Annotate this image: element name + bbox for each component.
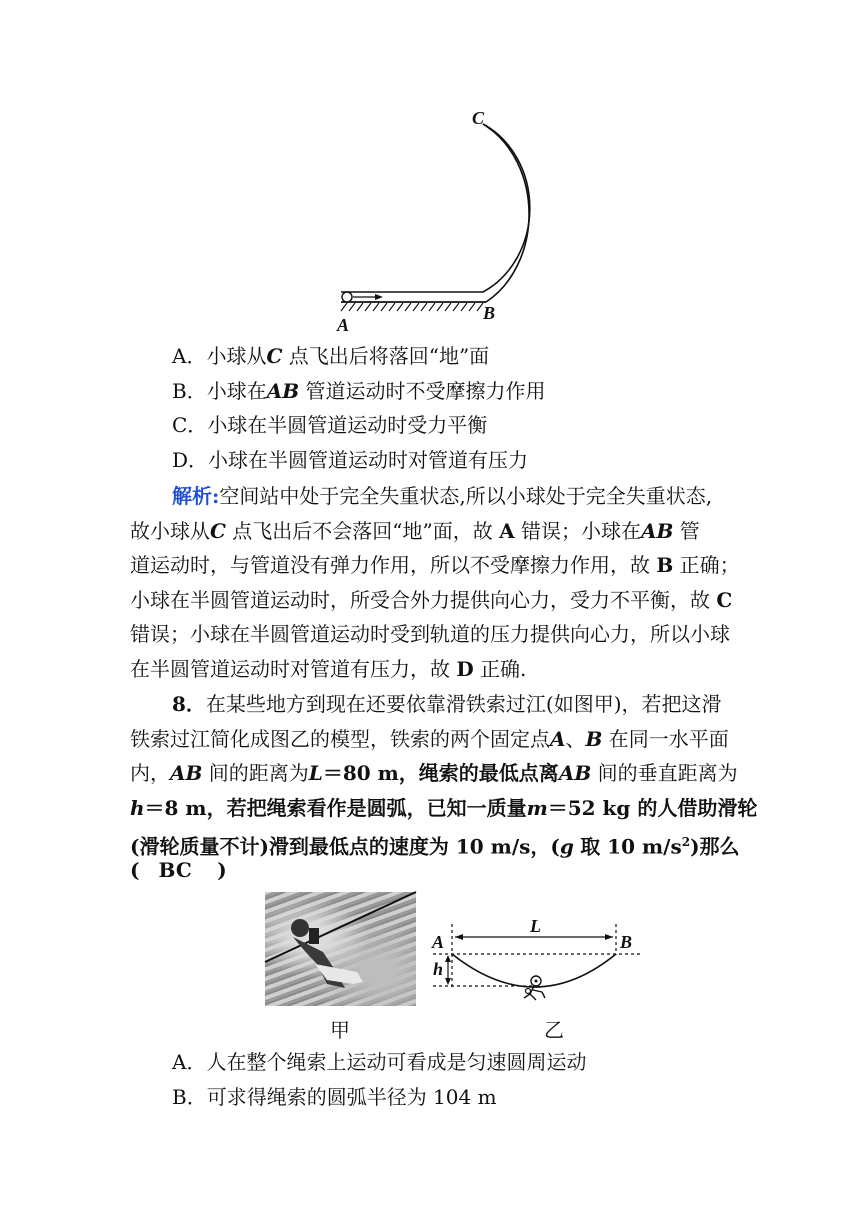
analysis-line-5: 错误；小球在半圆管道运动时受到轨道的压力提供向心力，所以小球 <box>130 622 730 646</box>
q7-option-d: D．小球在半圆管道运动时对管道有压力 <box>172 448 529 472</box>
answer-value: BC <box>158 858 192 882</box>
label-a: A <box>337 315 350 335</box>
analysis-line-2: 故小球从C 点飞出后不会落回“地”面，故 A 错误；小球在AB 管 <box>130 519 700 543</box>
label-b2: B <box>620 932 633 952</box>
caption-jia: 甲 <box>330 1018 350 1042</box>
q8-line-1: 8．在某些地方到现在还要依靠滑铁索过江(如图甲)，若把这滑 <box>172 692 722 716</box>
q8-answer: ( BC ) <box>130 858 227 882</box>
q8-option-a: A．人在整个绳索上运动可看成是匀速圆周运动 <box>172 1050 587 1074</box>
q8-line-2: 铁索过江简化成图乙的模型，铁索的两个固定点A、B 在同一水平面 <box>130 727 729 751</box>
q7-option-a: A．小球从C 点飞出后将落回“地”面 <box>172 344 490 368</box>
analysis-line-3: 道运动时，与管道没有弹力作用，所以不受摩擦力作用，故 B 正确； <box>130 553 740 577</box>
q8-number: 8． <box>172 692 206 716</box>
q8-line-3: 内，AB 间的距离为L＝80 m，绳索的最低点离AB 间的垂直距离为 <box>130 761 738 785</box>
label-c: C <box>472 108 485 128</box>
label-b: B <box>483 303 496 323</box>
analysis-line-6: 在半圆管道运动时对管道有压力，故 D 正确. <box>130 657 527 681</box>
q8-option-b: B．可求得绳索的圆弧半径为 104 m <box>172 1085 497 1109</box>
q7-option-c: C．小球在半圆管道运动时受力平衡 <box>172 413 488 437</box>
analysis-label: 解析: <box>172 484 220 508</box>
caption-yi: 乙 <box>544 1018 564 1042</box>
q8-line-4: h＝8 m，若把绳索看作是圆弧，已知一质量m＝52 kg 的人借助滑轮 <box>130 796 758 820</box>
analysis-line-4: 小球在半圆管道运动时，所受合外力提供向心力，受力不平衡，故 C <box>130 588 733 612</box>
label-l: L <box>530 916 541 936</box>
label-h: h <box>433 959 444 979</box>
q8-line-5: (滑轮质量不计)滑到最低点的速度为 10 m/s，(g 取 10 $m/s^2$)那么 <box>130 834 740 859</box>
q7-option-b: B．小球在AB 管道运动时不受摩擦力作用 <box>172 379 546 403</box>
label-a2: A <box>432 932 445 952</box>
analysis-line-1: 解析:空间站中处于完全失重状态,所以小球处于完全失重状态, <box>172 484 713 508</box>
